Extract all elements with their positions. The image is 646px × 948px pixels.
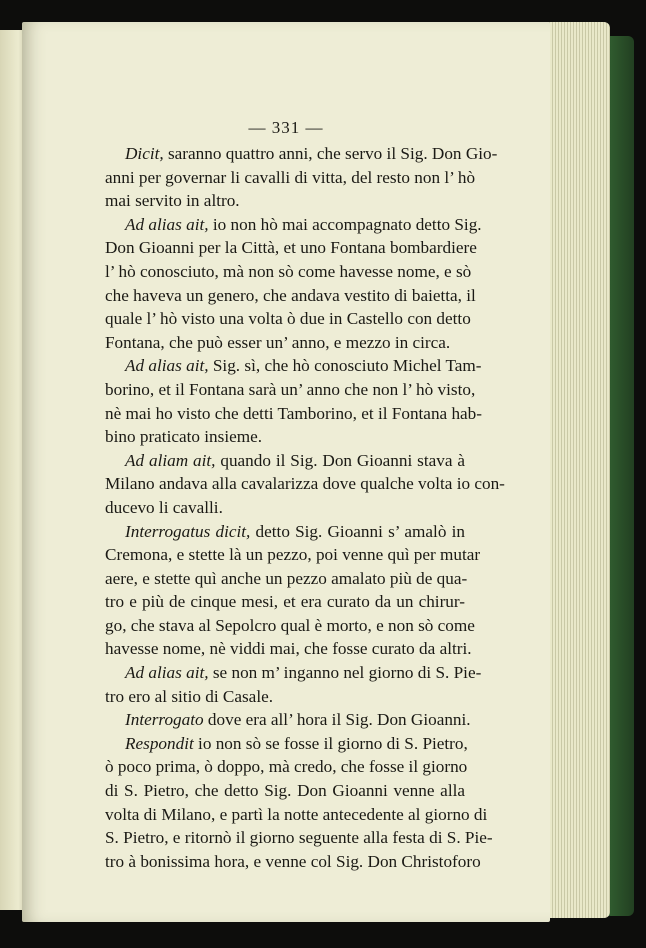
line-text: bino praticato insieme. <box>105 427 263 447</box>
text-line <box>105 236 477 260</box>
paragraph-lead: Interrogatus dicit, <box>125 521 251 541</box>
line-text: Don Gioanni per la Città, et uno Fontana bombardiere <box>105 238 477 258</box>
text-line <box>105 260 472 284</box>
text-line <box>105 543 481 567</box>
text-line <box>105 755 468 779</box>
line-text: Fontana, che può esser un’ anno, e mezzo in circa. <box>105 332 451 352</box>
line-text: detto Sig. Gioanni s’ amalò in <box>250 521 465 541</box>
paragraph-lead: Ad alias ait, <box>125 214 209 234</box>
line-text: go, che stava al Sepolcro qual è morto, e non sò come <box>105 615 475 635</box>
text-line <box>105 637 472 661</box>
line-text: mai servito in altro. <box>105 191 240 211</box>
line-text: ò poco prima, ò doppo, mà credo, che fosse il giorno <box>105 757 468 777</box>
text-line <box>105 331 465 355</box>
text-line <box>105 449 465 473</box>
text-line <box>105 779 465 803</box>
text-line <box>105 614 475 638</box>
line-text: saranno quattro anni, che servo il Sig. Don Gio- <box>163 144 498 163</box>
text-line <box>105 567 468 591</box>
text-line <box>105 213 482 237</box>
line-text: S. Pietro, e ritornò il giorno seguente alla festa di S. Pie- <box>105 828 493 848</box>
text-line <box>105 307 471 331</box>
text-line <box>105 661 482 685</box>
line-text: quando il Sig. Don Gioanni stava à <box>215 450 465 470</box>
text-line <box>105 402 482 426</box>
line-text: dove era all’ hora il Sig. Don Gioanni. <box>203 710 471 730</box>
line-text: Milano andava alla cavalarizza dove qualche volta io con- <box>105 474 505 494</box>
text-line <box>105 732 468 756</box>
line-text: nè mai ho visto che detti Tamborino, et il Fontana hab- <box>105 403 482 423</box>
text-line <box>105 826 493 850</box>
text-line <box>105 189 465 213</box>
paragraph-lead: Respondit <box>125 733 194 753</box>
line-text: che haveva un genero, che andava vestito di baietta, il <box>105 285 476 305</box>
book-page <box>22 22 550 922</box>
line-text: tro e più de cinque mesi, et era curato da un chirur- <box>105 592 465 612</box>
line-text: tro à bonissima hora, e venne col Sig. Don Christoforo <box>105 851 481 871</box>
text-line <box>105 425 465 449</box>
line-text: Sig. sì, che hò conosciuto Michel Tam- <box>208 356 482 376</box>
body-text <box>105 142 505 873</box>
line-text: quale l’ hò visto una volta ò due in Castello con detto <box>105 309 471 329</box>
text-line <box>105 166 476 190</box>
line-text: di S. Pietro, che detto Sig. Don Gioanni venne alla <box>105 781 465 801</box>
text-line <box>105 850 481 874</box>
text-line <box>105 142 498 166</box>
line-text: ducevo li cavalli. <box>105 497 223 517</box>
text-line <box>105 803 488 827</box>
text-line <box>105 708 471 732</box>
text-line <box>105 472 505 496</box>
text-line <box>105 496 465 520</box>
text-line <box>105 378 476 402</box>
text-line <box>105 354 482 378</box>
text-line <box>105 284 476 308</box>
line-text: anni per governar li cavalli di vitta, del resto non l’ hò <box>105 167 476 187</box>
text-line <box>105 590 465 614</box>
paragraph-lead: Dicit, <box>125 144 164 163</box>
line-text: se non m’ inganno nel giorno di S. Pie- <box>208 663 482 683</box>
line-text: Cremona, e stette là un pezzo, poi venne quì per mutar <box>105 545 481 565</box>
text-line <box>105 520 465 544</box>
line-text: tro ero al sitio di Casale. <box>105 686 274 706</box>
line-text: borino, et il Fontana sarà un’ anno che non l’ hò visto, <box>105 379 476 399</box>
line-text: l’ hò conosciuto, mà non sò come havesse nome, e sò <box>105 261 472 281</box>
line-text: havesse nome, nè viddi mai, che fosse curato da altri. <box>105 639 472 659</box>
line-text: aere, e stette quì anche un pezzo amalato più de qua- <box>105 568 468 588</box>
paragraph-lead: Ad alias ait, <box>125 663 209 683</box>
line-text: io non sò se fosse il giorno di S. Pietro, <box>193 733 468 753</box>
text-line <box>105 685 465 709</box>
line-text: io non hò mai accompagnato detto Sig. <box>208 214 482 234</box>
paragraph-lead: Ad alias ait, <box>125 356 209 376</box>
line-text: volta di Milano, e partì la notte antecedente al giorno di <box>105 804 488 824</box>
paragraph-lead: Ad aliam ait, <box>125 450 216 470</box>
page-number: — 331 — <box>248 118 324 137</box>
paragraph-lead: Interrogato <box>125 710 204 730</box>
